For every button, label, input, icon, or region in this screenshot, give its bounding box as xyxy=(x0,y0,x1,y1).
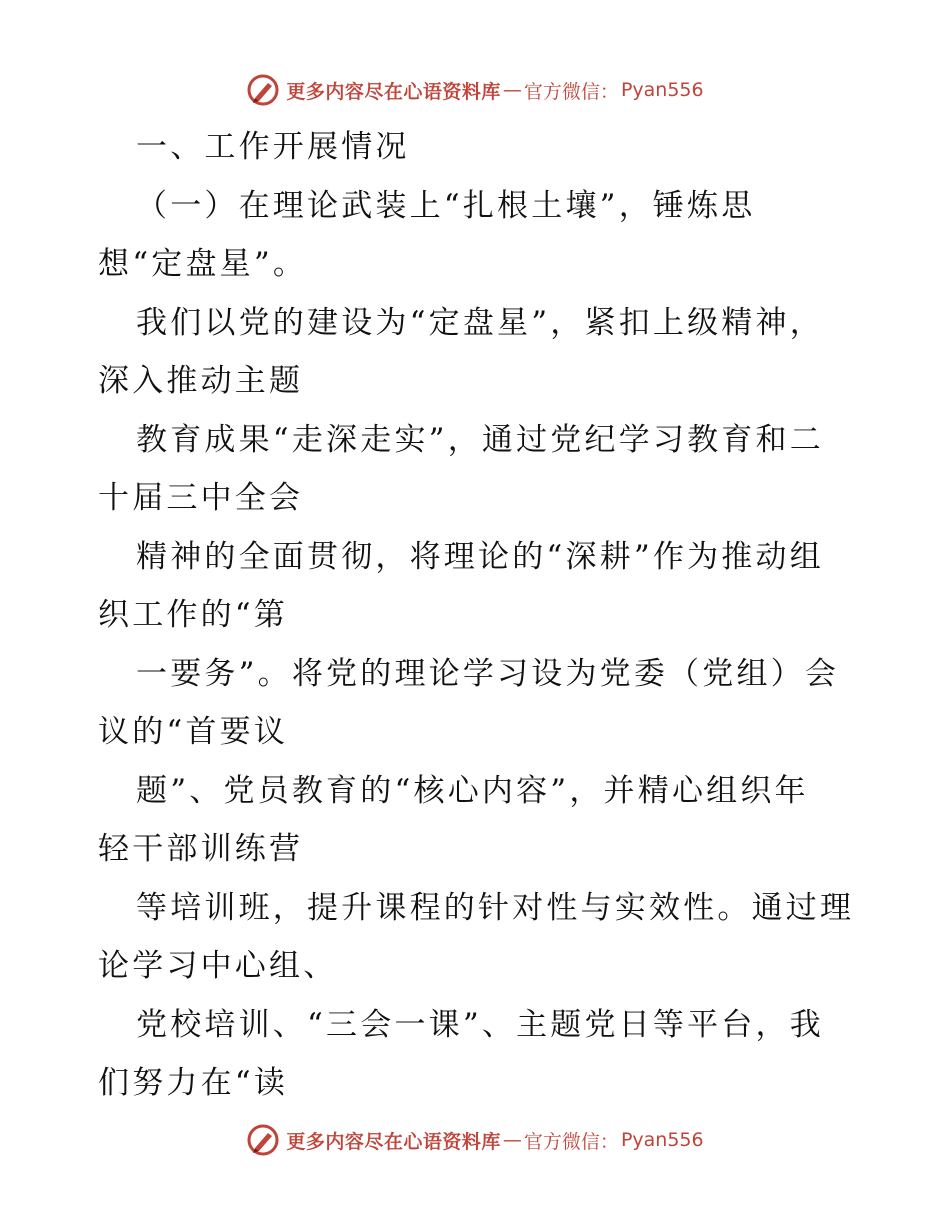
banner-site-text: 更多内容尽在心语资料库 xyxy=(286,1130,501,1153)
text-line: 我们以党的建设为“定盘星”，紧扣上级精神， xyxy=(136,304,824,341)
text-line: 论学习中心组、 xyxy=(98,948,338,984)
text-line: 深入推动主题 xyxy=(98,363,304,399)
document-body xyxy=(98,118,858,1113)
text-line: 轻干部训练营 xyxy=(98,831,304,867)
text-line: 党校培训、“三会一课”、主题党日等平台，我 xyxy=(136,1006,824,1043)
banner-wechat-label: 官方微信： xyxy=(523,80,619,103)
text-line: 教育成果“走深走实”，通过党纪学习教育和二 xyxy=(136,421,824,458)
pen-logo-icon xyxy=(246,1123,280,1157)
banner-wechat-label: 官方微信： xyxy=(523,1130,619,1153)
banner-wechat-id: Pyan556 xyxy=(620,1129,704,1151)
banner-dash: — xyxy=(502,79,522,101)
text-line: 们努力在“读 xyxy=(98,1065,289,1101)
header-watermark-banner xyxy=(0,70,950,110)
text-line: 精神的全面贯彻，将理论的“深耕”作为推动组 xyxy=(136,538,824,575)
text-line: 一要务”。将党的理论学习设为党委（党组）会 xyxy=(136,655,840,692)
text-line: 想“定盘星”。 xyxy=(98,246,308,282)
text-line: 织工作的“第 xyxy=(98,597,289,633)
text-line: 等培训班，提升课程的针对性与实效性。通过理 xyxy=(136,889,855,926)
text-line: （一）在理论武装上“扎根土壤”，锤炼思 xyxy=(136,187,756,224)
banner-site-text: 更多内容尽在心语资料库 xyxy=(286,80,501,103)
text-line: 议的“首要议 xyxy=(98,714,289,750)
text-line: 题”、党员教育的“核心内容”，并精心组织年 xyxy=(136,772,809,809)
banner-wechat-id: Pyan556 xyxy=(620,79,704,101)
banner-dash: — xyxy=(502,1129,522,1151)
pen-logo-icon xyxy=(246,73,280,107)
footer-watermark-banner xyxy=(0,1120,950,1160)
text-line: 十届三中全会 xyxy=(98,480,304,516)
text-line: 一、工作开展情况 xyxy=(136,129,410,165)
